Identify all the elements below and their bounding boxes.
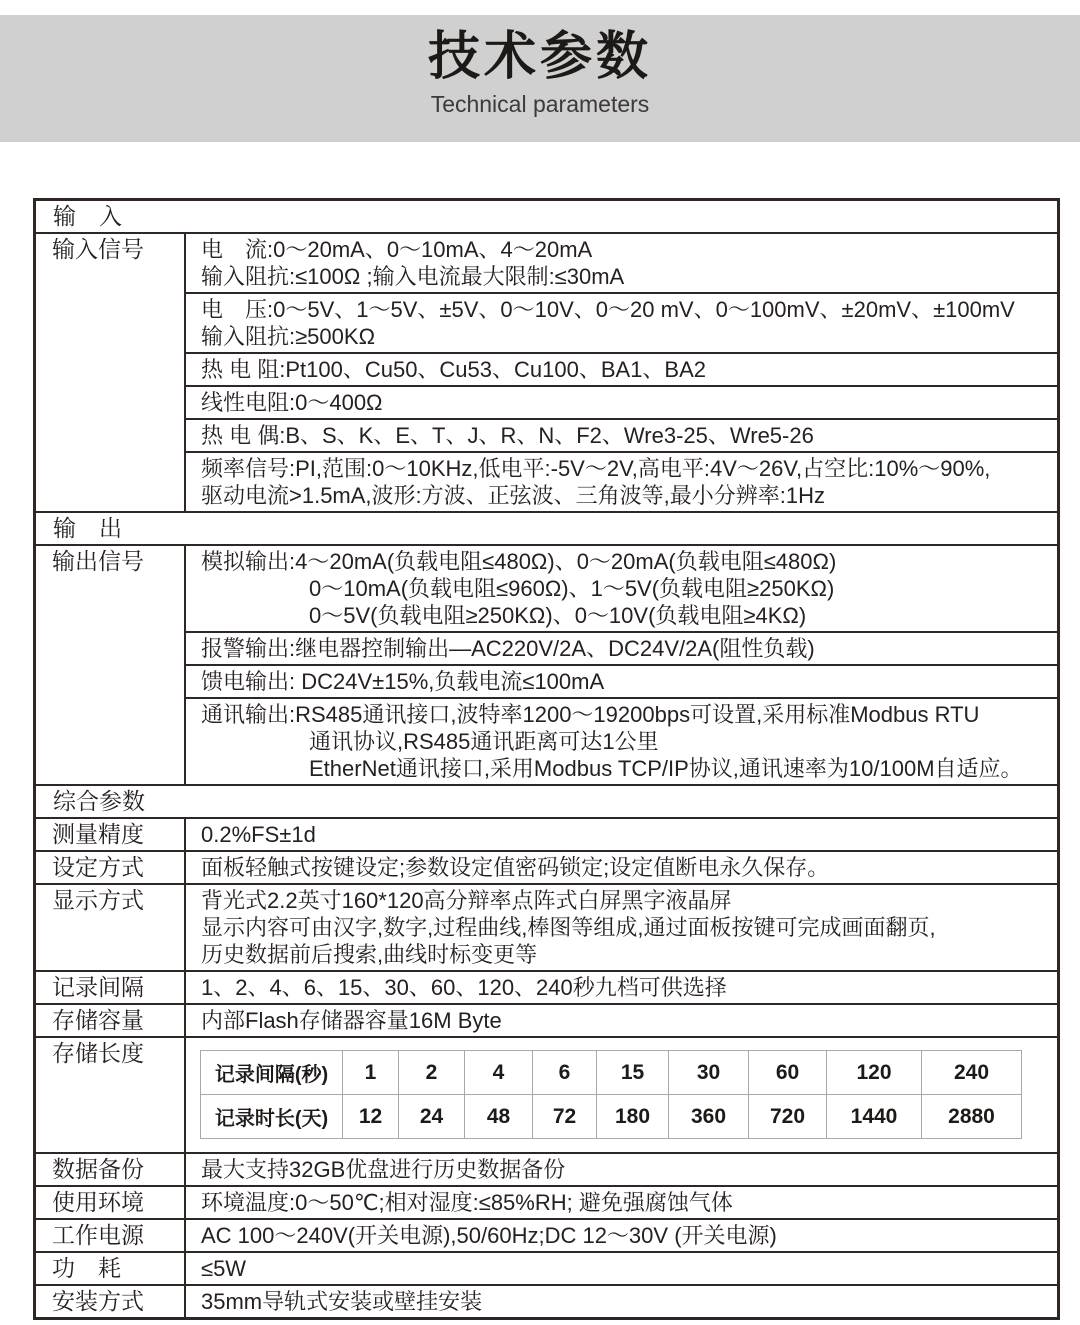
row-input-signal (36, 232, 1057, 511)
section-label-section-input: 输 入 (53, 203, 122, 229)
spec-line: 显示内容可由汉字,数字,过程曲线,棒图等组成,通过面板按键可完成画面翻页, (201, 915, 936, 940)
row-section-output (36, 511, 1057, 544)
row-content-power-consumption (186, 1253, 1057, 1284)
content-storage-capacity (186, 1005, 1057, 1036)
storage-table-value: 72 (533, 1095, 597, 1139)
row-label-record-interval: 记录间隔 (36, 972, 186, 1003)
row-label-environment: 使用环境 (36, 1187, 186, 1218)
storage-table-row-label: 记录时长(天) (201, 1095, 343, 1139)
row-label-data-backup: 数据备份 (36, 1154, 186, 1185)
row-label-power-supply: 工作电源 (36, 1220, 186, 1251)
storage-table-value: 240 (922, 1051, 1022, 1095)
row-output-signal (36, 544, 1057, 784)
storage-table-value: 2880 (922, 1095, 1022, 1139)
subrow-output-signal-2 (186, 664, 1057, 697)
row-mounting (36, 1284, 1057, 1317)
row-content-mounting (186, 1286, 1057, 1317)
subrow-output-signal-0 (186, 546, 1057, 631)
subrow-input-signal-1 (186, 292, 1057, 352)
content-power-consumption (186, 1253, 1057, 1284)
row-content-setting-mode (186, 852, 1057, 883)
spec-line: 频率信号:PI,范围:0～10KHz,低电平:-5V～2V,高电平:4V～26V,占空比:10%～90%, (201, 456, 991, 481)
page-header (0, 26, 1080, 118)
content-data-backup (186, 1154, 1057, 1185)
row-data-backup (36, 1152, 1057, 1185)
spec-line: 通讯协议,RS485通讯距离可达1公里 (309, 729, 659, 754)
row-content-storage-length (186, 1038, 1057, 1152)
spec-line: 电 压:0～5V、1～5V、±5V、0～10V、0～20 mV、0～100mV、±20mV、±100mV (201, 297, 1015, 322)
row-label-display-mode: 显示方式 (36, 885, 186, 970)
row-label-storage-capacity: 存储容量 (36, 1005, 186, 1036)
spec-line: 35mm导轨式安装或壁挂安装 (201, 1289, 483, 1314)
spec-line: 电 流:0～20mA、0～10mA、4～20mA (201, 237, 593, 262)
row-content-data-backup (186, 1154, 1057, 1185)
storage-table-row (201, 1095, 1022, 1139)
row-label-input-signal: 输入信号 (36, 234, 186, 511)
content-power-supply (186, 1220, 1057, 1251)
storage-table-value: 12 (343, 1095, 399, 1139)
row-label-storage-length: 存储长度 (36, 1038, 186, 1152)
row-power-consumption (36, 1251, 1057, 1284)
subrow-input-signal-4 (186, 418, 1057, 451)
spec-line: 馈电输出: DC24V±15%,负载电流≤100mA (201, 669, 605, 694)
storage-table-value: 15 (597, 1051, 669, 1095)
row-content-input-signal (186, 234, 1057, 511)
storage-table-value: 48 (465, 1095, 533, 1139)
subrow-output-signal-3 (186, 697, 1057, 784)
spec-line: 面板轻触式按键设定;参数设定值密码锁定;设定值断电永久保存。 (201, 855, 830, 880)
spec-line: 线性电阻:0～400Ω (201, 390, 383, 415)
spec-line: 热 电 偶:B、S、K、E、T、J、R、N、F2、Wre3-25、Wre5-26 (201, 423, 814, 448)
spec-line: 1、2、4、6、15、30、60、120、240秒九档可供选择 (201, 975, 727, 1000)
spec-line: 历史数据前后搜索,曲线时标变更等 (201, 942, 538, 967)
storage-table-value: 24 (399, 1095, 465, 1139)
subrow-output-signal-1 (186, 631, 1057, 664)
spec-line: 模拟输出:4～20mA(负载电阻≤480Ω)、0～20mA(负载电阻≤480Ω) (201, 549, 837, 574)
spec-line: 输入阻抗:≤100Ω ;输入电流最大限制:≤30mA (201, 264, 625, 289)
spec-line: 0～5V(负载电阻≥250KΩ)、0～10V(负载电阻≥4KΩ) (309, 603, 807, 628)
storage-table-value: 360 (669, 1095, 749, 1139)
content-display-mode (186, 885, 1057, 970)
spec-line: 环境温度:0～50℃;相对湿度:≤85%RH; 避免强腐蚀气体 (201, 1190, 733, 1215)
spec-line: ≤5W (201, 1256, 247, 1281)
spec-line: 0.2%FS±1d (201, 822, 316, 847)
spec-line: 热 电 阻:Pt100、Cu50、Cu53、Cu100、BA1、BA2 (201, 357, 707, 382)
content-accuracy (186, 819, 1057, 850)
spec-line: 最大支持32GB优盘进行历史数据备份 (201, 1157, 566, 1182)
row-display-mode (36, 883, 1057, 970)
storage-table-value: 2 (399, 1051, 465, 1095)
storage-table-value: 30 (669, 1051, 749, 1095)
spec-line: AC 100～240V(开关电源),50/60Hz;DC 12～30V (开关电源) (201, 1223, 777, 1248)
spec-line: 内部Flash存储器容量16M Byte (201, 1008, 502, 1033)
section-label-section-general: 综合参数 (53, 788, 145, 814)
spec-line: 输入阻抗:≥500KΩ (201, 324, 376, 349)
storage-length-table (200, 1050, 1022, 1139)
spec-line: 报警输出:继电器控制输出—AC220V/2A、DC24V/2A(阻性负载) (201, 636, 815, 661)
page-subtitle: Technical parameters (430, 91, 650, 117)
spec-line: 0～10mA(负载电阻≤960Ω)、1～5V(负载电阻≥250KΩ) (309, 576, 835, 601)
row-section-general (36, 784, 1057, 817)
subrow-input-signal-5 (186, 451, 1057, 511)
subrow-input-signal-0 (186, 234, 1057, 292)
content-mounting (186, 1286, 1057, 1317)
row-label-mounting: 安装方式 (36, 1286, 186, 1317)
storage-table-value: 180 (597, 1095, 669, 1139)
storage-table-value: 1 (343, 1051, 399, 1095)
storage-table-value: 1440 (827, 1095, 922, 1139)
storage-table-value: 6 (533, 1051, 597, 1095)
spec-line: 通讯输出:RS485通讯接口,波特率1200～19200bps可设置,采用标准Modbus RTU (201, 702, 980, 727)
row-content-power-supply (186, 1220, 1057, 1251)
row-setting-mode (36, 850, 1057, 883)
row-label-output-signal: 输出信号 (36, 546, 186, 784)
row-record-interval (36, 970, 1057, 1003)
row-content-output-signal (186, 546, 1057, 784)
storage-table-value: 60 (749, 1051, 827, 1095)
storage-table-value: 720 (749, 1095, 827, 1139)
section-label-section-output: 输 出 (53, 515, 122, 541)
row-content-display-mode (186, 885, 1057, 970)
row-label-accuracy: 测量精度 (36, 819, 186, 850)
row-power-supply (36, 1218, 1057, 1251)
subrow-input-signal-2 (186, 352, 1057, 385)
storage-table-row (201, 1051, 1022, 1095)
row-content-record-interval (186, 972, 1057, 1003)
row-accuracy (36, 817, 1057, 850)
row-label-setting-mode: 设定方式 (36, 852, 186, 883)
storage-table-value: 120 (827, 1051, 922, 1095)
row-content-environment (186, 1187, 1057, 1218)
storage-table-row-label: 记录间隔(秒) (201, 1051, 343, 1095)
spec-line: EtherNet通讯接口,采用Modbus TCP/IP协议,通讯速率为10/100M自适应。 (309, 756, 1023, 781)
row-label-power-consumption: 功 耗 (36, 1253, 186, 1284)
row-environment (36, 1185, 1057, 1218)
spec-line: 驱动电流>1.5mA,波形:方波、正弦波、三角波等,最小分辨率:1Hz (201, 483, 826, 508)
spec-table (33, 198, 1060, 1320)
content-environment (186, 1187, 1057, 1218)
row-storage-length (36, 1036, 1057, 1152)
spec-line: 背光式2.2英寸160*120高分辩率点阵式白屏黑字液晶屏 (201, 888, 732, 913)
content-setting-mode (186, 852, 1057, 883)
row-section-input (36, 201, 1057, 232)
row-content-accuracy (186, 819, 1057, 850)
page-title: 技术参数 (427, 28, 652, 86)
subrow-input-signal-3 (186, 385, 1057, 418)
storage-table-value: 4 (465, 1051, 533, 1095)
content-record-interval (186, 972, 1057, 1003)
row-storage-capacity (36, 1003, 1057, 1036)
row-content-storage-capacity (186, 1005, 1057, 1036)
